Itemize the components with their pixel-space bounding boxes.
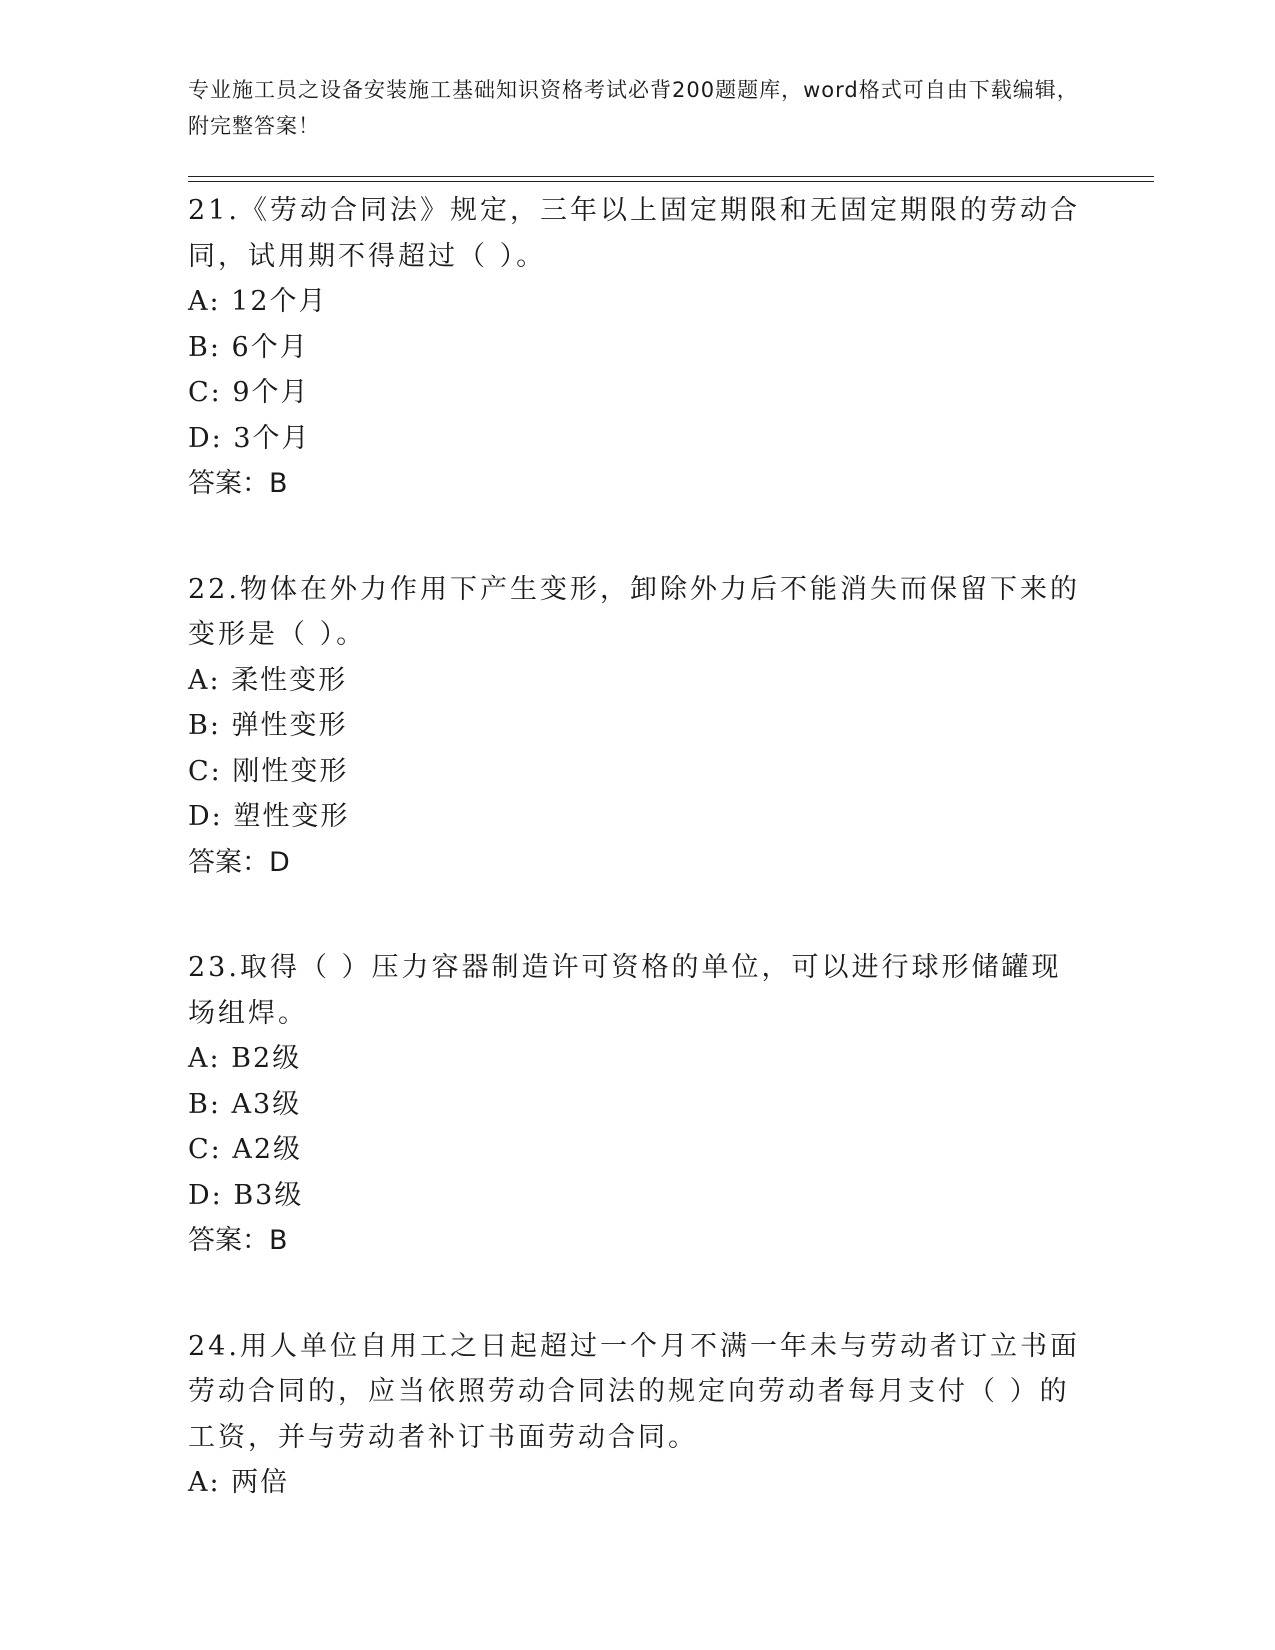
question-stem: 23.取得（ ）压力容器制造许可资格的单位，可以进行球形储罐现场组焊。 <box>188 952 1062 1029</box>
question-list <box>188 188 1088 1566</box>
option-b: B: 6个月 <box>188 331 309 363</box>
document-header: 专业施工员之设备安装施工基础知识资格考试必背200题题库，word格式可自由下载编辑，附完整答案！ <box>188 78 1079 138</box>
option-d: D: 塑性变形 <box>188 801 350 832</box>
option-c: C: A2级 <box>188 1134 303 1165</box>
answer-label: 答案：B <box>188 1225 288 1256</box>
question-22 <box>188 567 1088 886</box>
question-24 <box>188 1324 1088 1506</box>
question-23 <box>188 945 1088 1264</box>
question-21 <box>188 188 1088 507</box>
answer-label: 答案：D <box>188 846 290 878</box>
option-b: B: A3级 <box>188 1088 302 1120</box>
option-c: C: 刚性变形 <box>188 755 349 787</box>
header-divider-bottom <box>188 181 1154 182</box>
option-a: A: B2级 <box>188 1043 302 1074</box>
option-d: D: B3级 <box>188 1179 304 1211</box>
question-stem: 22.物体在外力作用下产生变形，卸除外力后不能消失而保留下来的变形是（ ）。 <box>188 573 1080 650</box>
option-b: B: 弹性变形 <box>188 710 348 741</box>
answer-label: 答案：B <box>188 468 288 499</box>
header-divider-top <box>188 176 1154 177</box>
option-d: D: 3个月 <box>188 422 311 454</box>
question-stem: 24.用人单位自用工之日起超过一个月不满一年未与劳动者订立书面劳动合同的，应当依照劳动合同法的规定向劳动者每月支付（ ）的工资，并与劳动者补订书面劳动合同。 <box>188 1330 1080 1453</box>
question-stem: 21.《劳动合同法》规定，三年以上固定期限和无固定期限的劳动合同，试用期不得超过（ ）。 <box>188 195 1080 272</box>
option-a: A: 12个月 <box>188 286 328 317</box>
option-c: C: 9个月 <box>188 377 310 408</box>
option-a: A: 柔性变形 <box>188 664 348 696</box>
option-a: A: 两倍 <box>188 1467 290 1498</box>
